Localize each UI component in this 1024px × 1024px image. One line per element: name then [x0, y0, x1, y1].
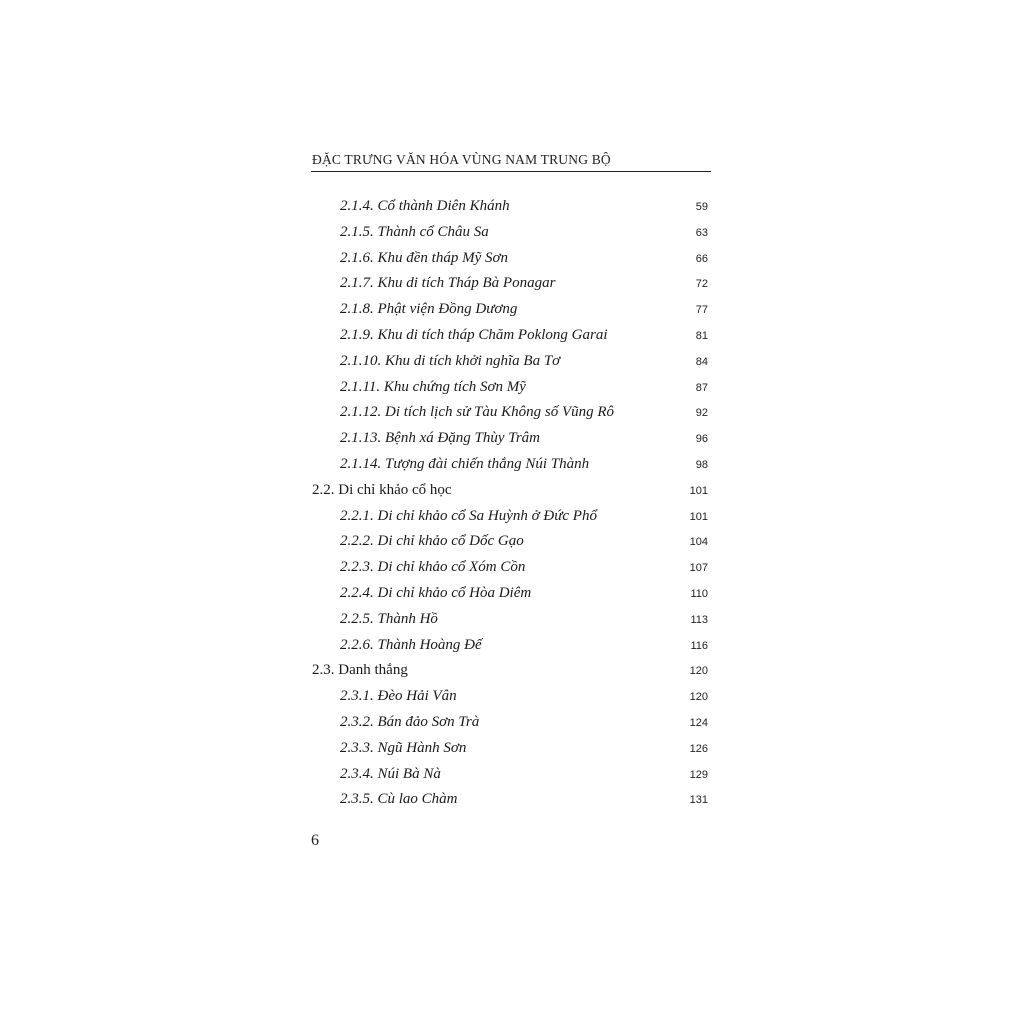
toc-entry-title: 2.2.3. Di chỉ khảo cổ Xóm Cồn [340, 559, 526, 576]
toc-entry-title: 2.1.10. Khu di tích khởi nghĩa Ba Tơ [340, 352, 561, 369]
toc-subsection-entry [312, 633, 710, 659]
toc-subsection-entry [312, 736, 710, 762]
toc-entry-title: 2.1.4. Cổ thành Diên Khánh [340, 198, 510, 214]
toc-entry-title: 2.1.9. Khu di tích tháp Chăm Poklong Garai [340, 326, 608, 343]
toc-subsection-entry [312, 529, 710, 555]
header-divider [311, 171, 711, 172]
toc-subsection-entry [312, 581, 710, 607]
toc-entry-title: 2.2. Di chỉ khảo cổ học [312, 481, 452, 498]
toc-subsection-entry [312, 246, 710, 272]
toc-entry-page: 98 [695, 458, 708, 471]
toc-entry-title: 2.2.4. Di chỉ khảo cổ Hòa Diêm [340, 584, 532, 601]
toc-entry-title: 2.3.5. Cù lao Chàm [340, 791, 458, 808]
toc-section-entry [312, 658, 710, 684]
toc-entry-page: 72 [695, 278, 708, 291]
toc-entry-title: 2.1.6. Khu đền tháp Mỹ Sơn [340, 249, 508, 266]
toc-subsection-entry [312, 375, 710, 401]
toc-entry-page: 96 [695, 433, 708, 446]
toc-subsection-entry [312, 220, 710, 246]
toc-entry-title: 2.1.5. Thành cổ Châu Sa [340, 223, 489, 240]
toc-entry-title: 2.2.1. Di chỉ khảo cổ Sa Huỳnh ở Đức Phổ [340, 507, 597, 524]
page-number: 6 [311, 832, 319, 849]
toc-entry-page: 101 [689, 510, 708, 523]
toc-entry-title: 2.1.11. Khu chứng tích Sơn Mỹ [340, 378, 526, 395]
toc-entry-title: 2.1.12. Di tích lịch sử Tàu Không số Vũng Rô [340, 404, 615, 421]
toc-entry-page: 131 [689, 794, 708, 807]
toc-entry-page: 59 [695, 201, 708, 213]
toc-entry-page: 110 [690, 587, 708, 600]
toc-subsection-entry [312, 555, 710, 581]
toc-entry-page: 77 [695, 304, 708, 317]
toc-subsection-entry [312, 452, 710, 478]
toc-entry-page: 92 [695, 407, 708, 420]
table-of-contents [312, 194, 710, 813]
toc-subsection-entry [312, 349, 710, 375]
toc-entry-page: 126 [689, 742, 708, 755]
toc-subsection-entry [312, 504, 710, 530]
toc-subsection-entry [312, 271, 710, 297]
toc-entry-page: 129 [689, 768, 708, 781]
toc-entry-title: 2.1.13. Bệnh xá Đặng Thùy Trâm [340, 430, 540, 447]
toc-entry-title: 2.3.4. Núi Bà Nà [340, 765, 441, 782]
toc-entry-title: 2.3.3. Ngũ Hành Sơn [340, 739, 467, 756]
toc-section-entry [312, 478, 710, 504]
toc-entry-page: 63 [695, 226, 708, 239]
toc-entry-title: 2.2.6. Thành Hoàng Đế [340, 636, 482, 653]
toc-subsection-entry [312, 787, 710, 813]
toc-entry-title: 2.1.7. Khu di tích Tháp Bà Ponagar [340, 275, 556, 292]
toc-subsection-entry [312, 607, 710, 633]
toc-subsection-entry [312, 297, 710, 323]
toc-entry-page: 116 [690, 639, 708, 652]
toc-entry-page: 81 [695, 329, 708, 342]
toc-entry-page: 120 [689, 665, 708, 678]
toc-entry-page: 101 [689, 484, 708, 497]
toc-entry-title: 2.3.1. Đèo Hải Vân [340, 688, 457, 705]
toc-entry-page: 84 [695, 355, 708, 368]
toc-entry-page: 87 [695, 381, 708, 394]
toc-subsection-entry [312, 684, 710, 710]
toc-entry-title: 2.1.8. Phật viện Đồng Dương [340, 301, 518, 318]
toc-entry-title: 2.1.14. Tượng đài chiến thắng Núi Thành [340, 455, 590, 472]
toc-entry-title: 2.2.5. Thành Hồ [340, 610, 438, 627]
toc-entry-page: 124 [689, 716, 708, 729]
toc-entry-page: 107 [689, 562, 708, 575]
toc-entry-page: 104 [689, 536, 708, 549]
toc-subsection-entry [312, 400, 710, 426]
toc-entry-page: 120 [689, 691, 708, 704]
toc-entry-title: 2.3.2. Bán đảo Sơn Trà [340, 713, 480, 730]
toc-entry-title: 2.2.2. Di chỉ khảo cổ Dốc Gạo [340, 533, 524, 550]
toc-entry-page: 113 [690, 613, 708, 626]
running-header: ĐẶC TRƯNG VĂN HÓA VÙNG NAM TRUNG BỘ [312, 152, 611, 167]
toc-subsection-entry [312, 426, 710, 452]
toc-subsection-entry [312, 762, 710, 788]
toc-subsection-entry [312, 710, 710, 736]
toc-subsection-entry [312, 323, 710, 349]
toc-entry-title: 2.3. Danh thắng [312, 662, 408, 679]
toc-subsection-entry [312, 194, 710, 220]
toc-entry-page: 66 [695, 252, 708, 265]
